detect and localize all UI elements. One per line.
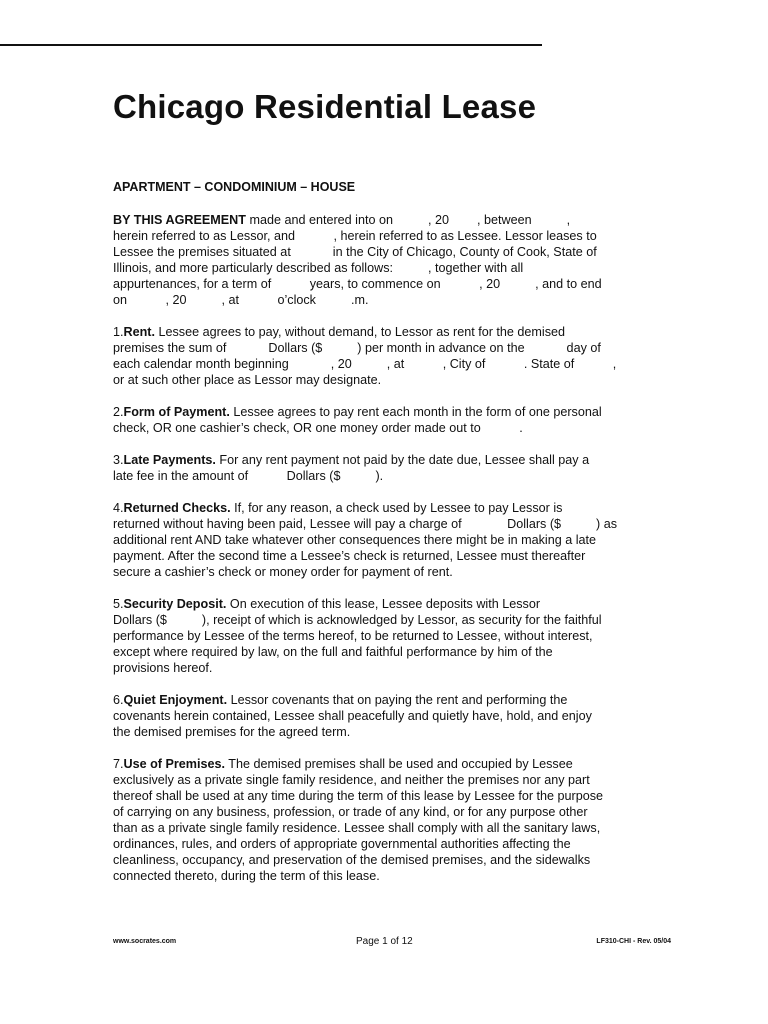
section-line: Dollars ($ ), receipt of which is acknowledged by Lessor, as security for the faithful	[113, 613, 602, 627]
section-heading: Security Deposit.	[123, 597, 227, 611]
section-line: additional rent AND take whatever other consequences there might be in making a late	[113, 533, 597, 547]
section-3	[113, 452, 673, 484]
section-line: premises the sum of Dollars ($ ) per month in advance on the day of	[113, 341, 601, 355]
section-line: the demised premises for the agreed term.	[113, 725, 351, 739]
section-heading: Form of Payment.	[123, 405, 230, 419]
section-line: 6.Quiet Enjoyment. Lessor covenants that on paying the rent and performing the	[113, 693, 568, 707]
section-line: except where required by law, on the full and faithful performance by him of the	[113, 645, 553, 659]
section-6	[113, 692, 673, 740]
section-line: 4.Returned Checks. If, for any reason, a check used by Lessee to pay Lessor is	[113, 501, 563, 515]
section-number: 2.	[113, 405, 124, 419]
section-heading: Quiet Enjoyment.	[123, 693, 228, 707]
intro-line: Illinois, and more particularly described as follows: , together with all	[113, 261, 524, 275]
section-heading: Use of Premises.	[123, 757, 226, 771]
section-line: than as a private single family residence. Lessee shall comply with all the sanitary laws,	[113, 821, 601, 835]
section-heading: Returned Checks.	[123, 501, 231, 515]
intro-line: BY THIS AGREEMENT made and entered into on , 20 , between ,	[113, 213, 571, 227]
section-line: connected thereto, during the term of this lease.	[113, 869, 380, 883]
section-line: check, OR one cashier’s check, OR one money order made out to .	[113, 421, 523, 435]
section-line: thereof shall be used at any time during the term of this lease by Lessee for the purpose	[113, 789, 604, 803]
section-heading: Rent.	[123, 325, 155, 339]
document-subtitle: APARTMENT – CONDOMINIUM – HOUSE	[113, 180, 356, 194]
section-line: returned without having been paid, Lessee will pay a charge of Dollars ($ ) as	[113, 517, 618, 531]
lease-sections	[113, 324, 673, 884]
section-line: of carrying on any business, profession, or trade of any kind, or for any purpose other	[113, 805, 588, 819]
section-number: 5.	[113, 597, 124, 611]
page-footer	[113, 936, 673, 950]
section-number: 6.	[113, 693, 124, 707]
document-title: Chicago Residential Lease	[113, 88, 537, 125]
section-line: late fee in the amount of Dollars ($ ).	[113, 469, 384, 483]
footer-form-code: LF310-CHI - Rev. 05/04	[596, 938, 671, 945]
section-line: performance by Lessee of the terms hereof, to be returned to Lessee, without interest,	[113, 629, 593, 643]
section-line: 5.Security Deposit. On execution of this lease, Lessee deposits with Lessor	[113, 597, 541, 611]
footer-website: www.socrates.com	[113, 938, 177, 945]
section-line: 2.Form of Payment. Lessee agrees to pay rent each month in the form of one personal	[113, 405, 602, 419]
section-line: ordinances, rules, and orders of appropriate governmental authorities affecting the	[113, 837, 571, 851]
section-line: or at such other place as Lessor may designate.	[113, 373, 382, 387]
section-line: provisions hereof.	[113, 661, 213, 675]
section-1	[113, 324, 673, 388]
section-line: exclusively as a private single family residence, and neither the premises nor any part	[113, 773, 590, 787]
section-line: payment. After the second time a Lessee’s check is returned, Lessee must thereafter	[113, 549, 586, 563]
section-line: covenants herein contained, Lessee shall peacefully and quietly have, hold, and enjoy	[113, 709, 592, 723]
intro-lead: BY THIS AGREEMENT	[113, 213, 246, 227]
section-line: 1.Rent. Lessee agrees to pay, without demand, to Lessor as rent for the demised	[113, 325, 565, 339]
intro-line: appurtenances, for a term of years, to commence on , 20 , and to end	[113, 277, 602, 291]
intro-line: herein referred to as Lessor, and , herein referred to as Lessee. Lessor leases to	[113, 229, 597, 243]
intro-line: on , 20 , at o’clock .m.	[113, 293, 369, 307]
section-2	[113, 404, 673, 436]
top-rule	[0, 44, 542, 46]
section-number: 7.	[113, 757, 124, 771]
intro-paragraph	[113, 212, 673, 308]
section-line: cleanliness, occupancy, and preservation of the demised premises, and the sidewalks	[113, 853, 591, 867]
section-7	[113, 756, 673, 884]
section-4	[113, 500, 673, 580]
section-number: 4.	[113, 501, 124, 515]
section-line: 3.Late Payments. For any rent payment not paid by the date due, Lessee shall pay a	[113, 453, 590, 467]
section-line: secure a cashier’s check or money order for payment of rent.	[113, 565, 453, 579]
footer-page-number: Page 1 of 12	[356, 936, 413, 947]
section-5	[113, 596, 673, 676]
section-line: 7.Use of Premises. The demised premises shall be used and occupied by Lessee	[113, 757, 573, 771]
document-body	[113, 212, 673, 900]
section-number: 3.	[113, 453, 124, 467]
section-number: 1.	[113, 325, 124, 339]
section-heading: Late Payments.	[123, 453, 216, 467]
section-line: each calendar month beginning , 20 , at , City of . State of ,	[113, 357, 617, 371]
intro-line: Lessee the premises situated at in the City of Chicago, County of Cook, State of	[113, 245, 597, 259]
